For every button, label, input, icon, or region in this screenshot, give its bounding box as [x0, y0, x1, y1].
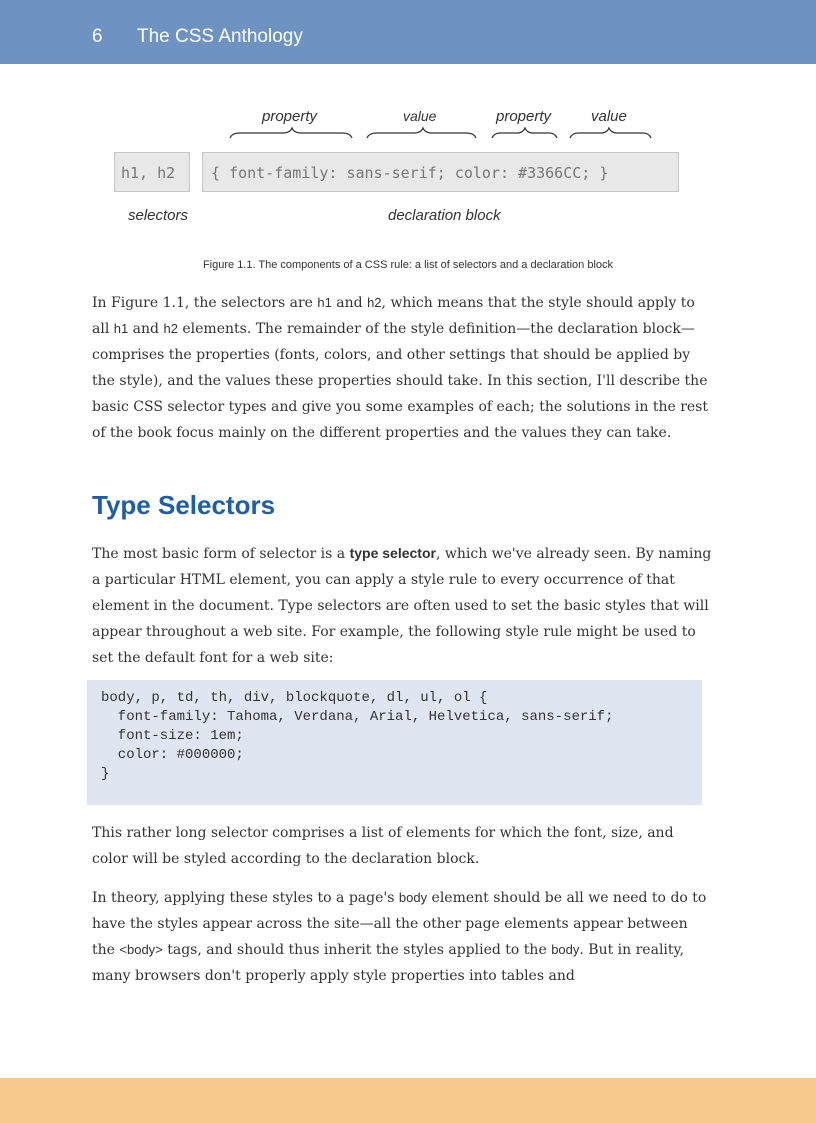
- declaration-box: { font-family: sans-serif; color: #3366CC; }: [202, 152, 679, 192]
- inline-code: h1: [317, 295, 332, 310]
- brace-value-1: [367, 128, 476, 138]
- figure-caption: Figure 1.1. The components of a CSS rule: a list of selectors and a declaration block: [202, 259, 614, 271]
- inline-code: body: [398, 890, 428, 905]
- page-footer: [0, 1078, 816, 1123]
- brace-property-1: [230, 128, 352, 138]
- braces: [0, 0, 816, 150]
- inline-code: h2: [367, 295, 382, 310]
- brace-property-2: [492, 128, 557, 138]
- book-title: The CSS Anthology: [137, 26, 303, 47]
- brace-value-2: [570, 128, 651, 138]
- label-value-1: value: [403, 108, 437, 124]
- page-number: 6: [92, 26, 103, 47]
- label-value-2: value: [591, 108, 627, 125]
- paragraph-1: In Figure 1.1, the selectors are h1 and h2, which means that the style should apply to all h1 and h2 elements. The remainder of the style definition—the declaration block—comprises the properties (fonts, colors, and other settings that should be applied by the style), and the values these properties should take. In this section, I'll describe the basic CSS selector types and give you some examples of each; the solutions in the rest of the book focus mainly on the different properties and the values they can take.: [92, 295, 708, 441]
- paragraph-2: The most basic form of selector is a type selector, which we've already seen. By naming a particular HTML element, you can apply a style rule to every occurrence of that element in the document. Type selectors are often used to set the basic styles that will appear throughout a web site. For example, the following style rule might be used to set the default font for a web site:: [92, 545, 712, 666]
- inline-code: h1: [113, 321, 129, 336]
- term-type-selector: type selector: [349, 545, 436, 561]
- inline-code: <body>: [119, 942, 163, 957]
- paragraph-3: This rather long selector comprises a list of elements for which the font, size, and color will be styled according to the declaration block.: [92, 825, 674, 867]
- inline-code: h2: [163, 321, 178, 336]
- selector-box: h1, h2: [114, 152, 190, 192]
- label-selectors: selectors: [128, 207, 189, 224]
- label-declaration-block: declaration block: [388, 207, 501, 224]
- code-block: body, p, td, th, div, blockquote, dl, ul, ol { font-family: Tahoma, Verdana, Arial, Helvetica, sans-serif; font-size: 1em; color: #000000; }: [87, 680, 702, 805]
- label-property-1: property: [262, 108, 318, 125]
- inline-code: body: [551, 942, 580, 957]
- section-heading: Type Selectors: [92, 490, 276, 520]
- paragraph-4: In theory, applying these styles to a page's body element should be all we need to do to have the styles appear across the site—all the other page elements appear between the <body> tags, and should thus inherit the styles applied to the body. But in reality, many browsers don't properly apply style properties into tables and: [92, 890, 707, 984]
- label-property-2: property: [496, 108, 552, 125]
